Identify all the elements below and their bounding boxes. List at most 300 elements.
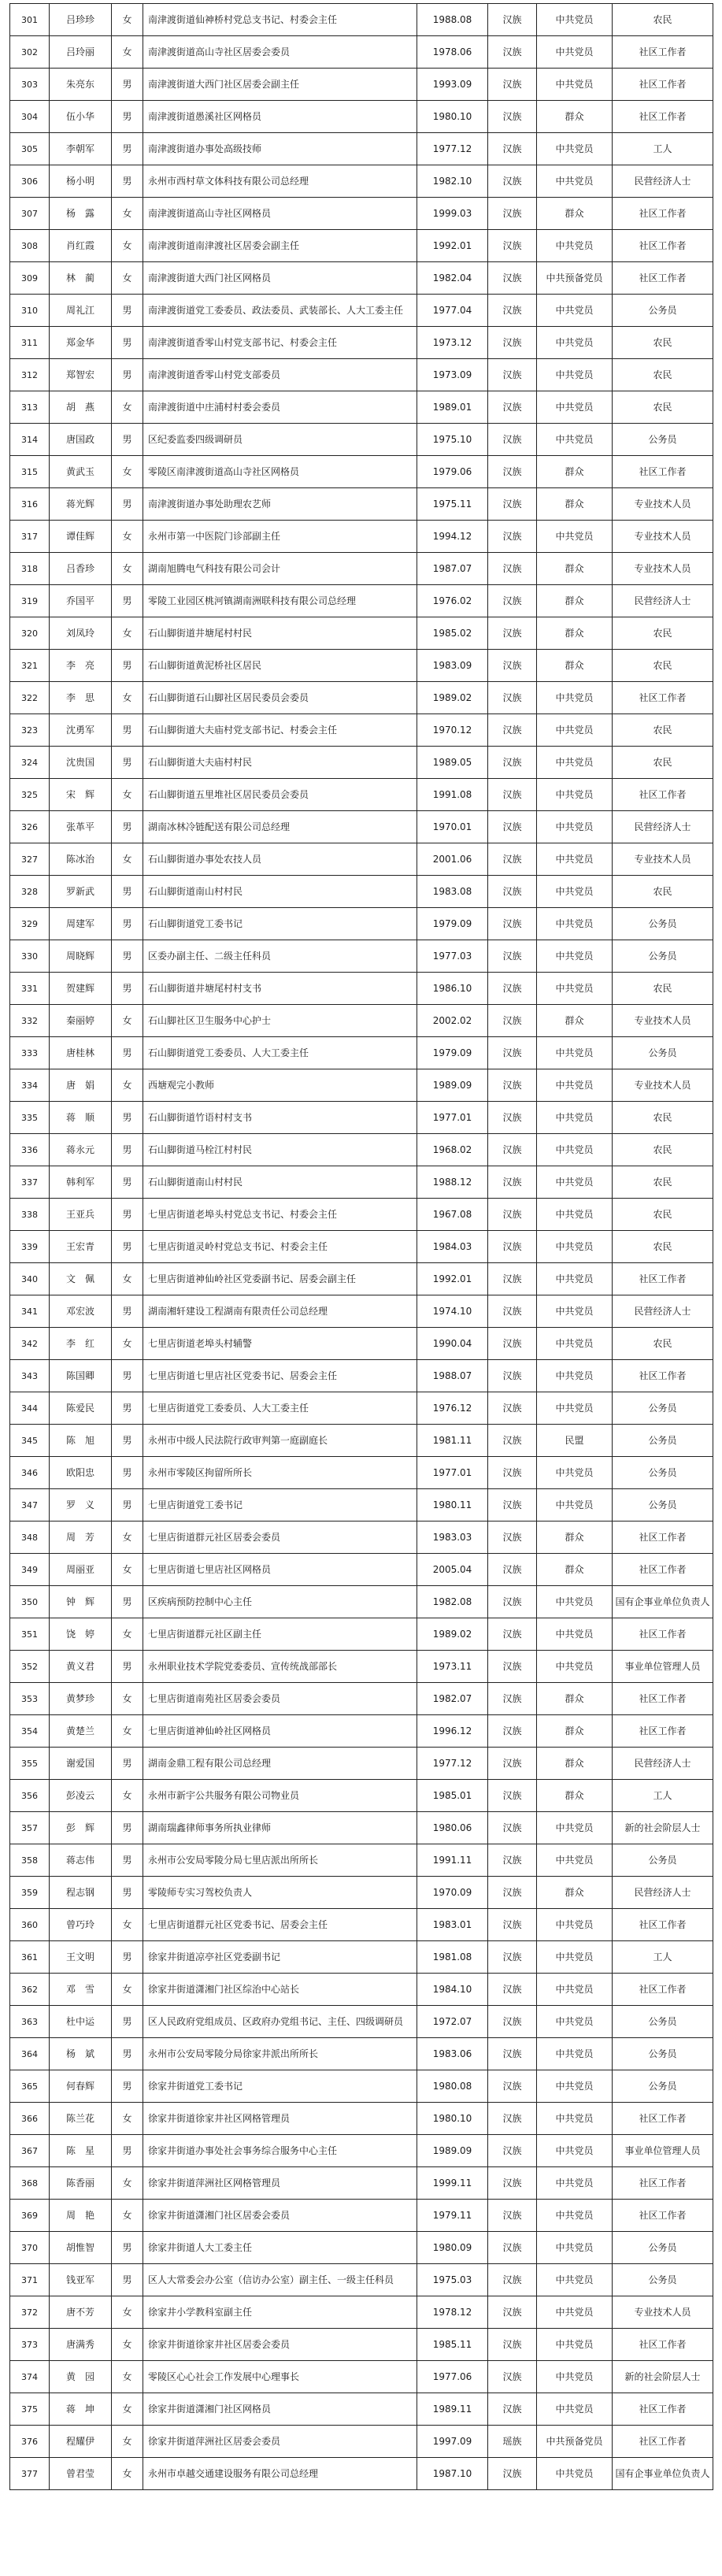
political-affiliation: 中共党员	[537, 2329, 613, 2361]
birth-date: 1989.09	[417, 2135, 488, 2167]
gender: 女	[112, 2296, 143, 2329]
political-affiliation: 中共党员	[537, 1586, 613, 1618]
person-name: 郑智宏	[50, 359, 112, 391]
ethnicity: 汉族	[488, 714, 537, 747]
birth-date: 1975.03	[417, 2264, 488, 2296]
person-name: 伍小华	[50, 101, 112, 133]
person-name: 李 亮	[50, 650, 112, 682]
gender: 男	[112, 1877, 143, 1909]
work-unit-and-position: 徐家井小学教科室副主任	[143, 2296, 417, 2329]
work-unit-and-position: 七里店街道党工委书记	[143, 1489, 417, 1522]
table-row	[10, 4, 713, 36]
birth-date: 1970.12	[417, 714, 488, 747]
category: 农民	[613, 4, 713, 36]
candidate-table	[9, 3, 713, 2490]
category: 公务员	[613, 908, 713, 940]
political-affiliation: 中共党员	[537, 2006, 613, 2038]
gender: 男	[112, 1037, 143, 1069]
birth-date: 1970.09	[417, 1877, 488, 1909]
work-unit-and-position: 石山脚街道办事处农技人员	[143, 843, 417, 876]
gender: 男	[112, 940, 143, 973]
birth-date: 1973.12	[417, 327, 488, 359]
birth-date: 1980.09	[417, 2232, 488, 2264]
category: 社区工作者	[613, 1909, 713, 1941]
row-number: 303	[10, 69, 50, 101]
person-name: 钟 辉	[50, 1586, 112, 1618]
gender: 男	[112, 1844, 143, 1877]
work-unit-and-position: 徐家井街道徐家井社区网格管理员	[143, 2103, 417, 2135]
person-name: 陈 旭	[50, 1425, 112, 1457]
gender: 女	[112, 1909, 143, 1941]
birth-date: 1972.07	[417, 2006, 488, 2038]
category: 公务员	[613, 295, 713, 327]
political-affiliation: 中共党员	[537, 1651, 613, 1683]
category: 工人	[613, 133, 713, 165]
row-number: 361	[10, 1941, 50, 1974]
political-affiliation: 中共党员	[537, 1166, 613, 1199]
birth-date: 2001.06	[417, 843, 488, 876]
row-number: 304	[10, 101, 50, 133]
table-row	[10, 650, 713, 682]
table-row	[10, 456, 713, 488]
category: 社区工作者	[613, 779, 713, 811]
person-name: 谢爱国	[50, 1748, 112, 1780]
birth-date: 1985.11	[417, 2329, 488, 2361]
table-row	[10, 262, 713, 295]
row-number: 328	[10, 876, 50, 908]
gender: 女	[112, 1974, 143, 2006]
row-number: 362	[10, 1974, 50, 2006]
category: 社区工作者	[613, 1683, 713, 1715]
ethnicity: 汉族	[488, 1715, 537, 1748]
table-row	[10, 682, 713, 714]
gender: 男	[112, 488, 143, 521]
table-row	[10, 1844, 713, 1877]
political-affiliation: 中共党员	[537, 1360, 613, 1392]
ethnicity: 汉族	[488, 456, 537, 488]
row-number: 306	[10, 165, 50, 198]
ethnicity: 汉族	[488, 2264, 537, 2296]
table-row	[10, 327, 713, 359]
ethnicity: 汉族	[488, 1134, 537, 1166]
ethnicity: 汉族	[488, 779, 537, 811]
gender: 女	[112, 1554, 143, 1586]
gender: 女	[112, 198, 143, 230]
work-unit-and-position: 石山脚社区卫生服务中心护士	[143, 1005, 417, 1037]
gender: 男	[112, 424, 143, 456]
birth-date: 1986.10	[417, 973, 488, 1005]
political-affiliation: 中共党员	[537, 1263, 613, 1295]
person-name: 饶 婷	[50, 1618, 112, 1651]
table-row	[10, 1618, 713, 1651]
political-affiliation: 民盟	[537, 1425, 613, 1457]
table-row	[10, 2232, 713, 2264]
table-row	[10, 2103, 713, 2135]
person-name: 林 蔺	[50, 262, 112, 295]
person-name: 黄楚兰	[50, 1715, 112, 1748]
row-number: 302	[10, 36, 50, 69]
row-number: 331	[10, 973, 50, 1005]
ethnicity: 汉族	[488, 1037, 537, 1069]
gender: 男	[112, 1360, 143, 1392]
table-row	[10, 230, 713, 262]
political-affiliation: 中共党员	[537, 1941, 613, 1974]
category: 农民	[613, 1231, 713, 1263]
political-affiliation: 中共党员	[537, 908, 613, 940]
category: 公务员	[613, 2006, 713, 2038]
ethnicity: 汉族	[488, 488, 537, 521]
table-row	[10, 747, 713, 779]
gender: 男	[112, 69, 143, 101]
row-number: 311	[10, 327, 50, 359]
person-name: 陈兰花	[50, 2103, 112, 2135]
political-affiliation: 中共党员	[537, 1489, 613, 1522]
row-number: 348	[10, 1522, 50, 1554]
ethnicity: 汉族	[488, 940, 537, 973]
row-number: 335	[10, 1102, 50, 1134]
row-number: 322	[10, 682, 50, 714]
row-number: 315	[10, 456, 50, 488]
person-name: 周建军	[50, 908, 112, 940]
ethnicity: 汉族	[488, 1748, 537, 1780]
ethnicity: 瑶族	[488, 2426, 537, 2458]
work-unit-and-position: 南津渡街道高山寺社区居委会委员	[143, 36, 417, 69]
gender: 男	[112, 133, 143, 165]
political-affiliation: 中共党员	[537, 876, 613, 908]
row-number: 337	[10, 1166, 50, 1199]
person-name: 曾君莹	[50, 2458, 112, 2490]
row-number: 365	[10, 2070, 50, 2103]
row-number: 332	[10, 1005, 50, 1037]
person-name: 李 思	[50, 682, 112, 714]
gender: 男	[112, 2264, 143, 2296]
ethnicity: 汉族	[488, 1199, 537, 1231]
political-affiliation: 群众	[537, 1780, 613, 1812]
gender: 女	[112, 843, 143, 876]
ethnicity: 汉族	[488, 1425, 537, 1457]
ethnicity: 汉族	[488, 843, 537, 876]
birth-date: 1989.05	[417, 747, 488, 779]
birth-date: 1993.09	[417, 69, 488, 101]
row-number: 325	[10, 779, 50, 811]
gender: 男	[112, 650, 143, 682]
category: 社区工作者	[613, 2200, 713, 2232]
person-name: 唐 娟	[50, 1069, 112, 1102]
political-affiliation: 中共党员	[537, 4, 613, 36]
work-unit-and-position: 零陵工业园区桃河镇湖南洲联科技有限公司总经理	[143, 585, 417, 617]
row-number: 318	[10, 553, 50, 585]
birth-date: 1977.12	[417, 1748, 488, 1780]
political-affiliation: 中共党员	[537, 811, 613, 843]
ethnicity: 汉族	[488, 69, 537, 101]
table-row	[10, 1263, 713, 1295]
person-name: 邓 雪	[50, 1974, 112, 2006]
table-row	[10, 2200, 713, 2232]
category: 社区工作者	[613, 1554, 713, 1586]
political-affiliation: 中共党员	[537, 1069, 613, 1102]
ethnicity: 汉族	[488, 2232, 537, 2264]
gender: 女	[112, 521, 143, 553]
category: 农民	[613, 1102, 713, 1134]
row-number: 350	[10, 1586, 50, 1618]
gender: 男	[112, 1425, 143, 1457]
political-affiliation: 中共党员	[537, 1037, 613, 1069]
person-name: 陈冰治	[50, 843, 112, 876]
gender: 男	[112, 2135, 143, 2167]
birth-date: 1973.11	[417, 1651, 488, 1683]
political-affiliation: 群众	[537, 617, 613, 650]
birth-date: 1977.03	[417, 940, 488, 973]
political-affiliation: 中共党员	[537, 1199, 613, 1231]
ethnicity: 汉族	[488, 1651, 537, 1683]
table-row	[10, 165, 713, 198]
table-row	[10, 1328, 713, 1360]
political-affiliation: 中共党员	[537, 2393, 613, 2426]
work-unit-and-position: 石山脚街道石山脚社区居民委员会委员	[143, 682, 417, 714]
row-number: 316	[10, 488, 50, 521]
gender: 女	[112, 1715, 143, 1748]
political-affiliation: 中共党员	[537, 2296, 613, 2329]
person-name: 欧阳忠	[50, 1457, 112, 1489]
birth-date: 1979.09	[417, 1037, 488, 1069]
gender: 女	[112, 682, 143, 714]
birth-date: 2005.04	[417, 1554, 488, 1586]
political-affiliation: 中共党员	[537, 1618, 613, 1651]
political-affiliation: 中共党员	[537, 230, 613, 262]
work-unit-and-position: 七里店街道群元社区副主任	[143, 1618, 417, 1651]
row-number: 346	[10, 1457, 50, 1489]
table-row	[10, 69, 713, 101]
category: 社区工作者	[613, 69, 713, 101]
birth-date: 1981.08	[417, 1941, 488, 1974]
ethnicity: 汉族	[488, 295, 537, 327]
person-name: 吕珍珍	[50, 4, 112, 36]
birth-date: 1989.09	[417, 1069, 488, 1102]
category: 社区工作者	[613, 2103, 713, 2135]
political-affiliation: 中共党员	[537, 2232, 613, 2264]
person-name: 罗新武	[50, 876, 112, 908]
ethnicity: 汉族	[488, 1489, 537, 1522]
category: 公务员	[613, 2070, 713, 2103]
gender: 女	[112, 1069, 143, 1102]
person-name: 黄武玉	[50, 456, 112, 488]
row-number: 327	[10, 843, 50, 876]
work-unit-and-position: 七里店街道老埠头村辅警	[143, 1328, 417, 1360]
political-affiliation: 群众	[537, 488, 613, 521]
row-number: 358	[10, 1844, 50, 1877]
work-unit-and-position: 石山脚街道南山村村民	[143, 1166, 417, 1199]
ethnicity: 汉族	[488, 2329, 537, 2361]
birth-date: 1967.08	[417, 1199, 488, 1231]
work-unit-and-position: 石山脚街道黄泥桥社区居民	[143, 650, 417, 682]
person-name: 周礼江	[50, 295, 112, 327]
category: 民营经济人士	[613, 1877, 713, 1909]
person-name: 吕玲丽	[50, 36, 112, 69]
row-number: 308	[10, 230, 50, 262]
person-name: 秦丽婷	[50, 1005, 112, 1037]
birth-date: 1978.06	[417, 36, 488, 69]
ethnicity: 汉族	[488, 2458, 537, 2490]
person-name: 蒋光辉	[50, 488, 112, 521]
table-row	[10, 488, 713, 521]
political-affiliation: 中共预备党员	[537, 2426, 613, 2458]
political-affiliation: 群众	[537, 1683, 613, 1715]
table-row	[10, 101, 713, 133]
person-name: 唐不芳	[50, 2296, 112, 2329]
gender: 女	[112, 262, 143, 295]
table-row	[10, 424, 713, 456]
ethnicity: 汉族	[488, 1166, 537, 1199]
table-row	[10, 1812, 713, 1844]
birth-date: 1980.06	[417, 1812, 488, 1844]
row-number: 324	[10, 747, 50, 779]
political-affiliation: 中共党员	[537, 2103, 613, 2135]
ethnicity: 汉族	[488, 1360, 537, 1392]
table-row	[10, 1102, 713, 1134]
ethnicity: 汉族	[488, 1005, 537, 1037]
work-unit-and-position: 零陵师专实习驾校负责人	[143, 1877, 417, 1909]
work-unit-and-position: 七里店街道神仙岭社区党委副书记、居委会副主任	[143, 1263, 417, 1295]
work-unit-and-position: 徐家井街道萍洲社区居委会委员	[143, 2426, 417, 2458]
table-row	[10, 876, 713, 908]
political-affiliation: 中共党员	[537, 69, 613, 101]
birth-date: 1976.02	[417, 585, 488, 617]
political-affiliation: 中共党员	[537, 2264, 613, 2296]
political-affiliation: 中共党员	[537, 1295, 613, 1328]
person-name: 周 艳	[50, 2200, 112, 2232]
work-unit-and-position: 南津渡街道大西门社区网格员	[143, 262, 417, 295]
table-row	[10, 553, 713, 585]
category: 公务员	[613, 2232, 713, 2264]
table-row	[10, 1877, 713, 1909]
birth-date: 1991.11	[417, 1844, 488, 1877]
birth-date: 1991.08	[417, 779, 488, 811]
gender: 男	[112, 1941, 143, 1974]
category: 事业单位管理人员	[613, 2135, 713, 2167]
political-affiliation: 群众	[537, 101, 613, 133]
ethnicity: 汉族	[488, 650, 537, 682]
person-name: 宋 辉	[50, 779, 112, 811]
category: 专业技术人员	[613, 553, 713, 585]
person-name: 李朝军	[50, 133, 112, 165]
ethnicity: 汉族	[488, 133, 537, 165]
birth-date: 1982.07	[417, 1683, 488, 1715]
birth-date: 1983.03	[417, 1522, 488, 1554]
birth-date: 1968.02	[417, 1134, 488, 1166]
work-unit-and-position: 湖南冰林冷链配送有限公司总经理	[143, 811, 417, 843]
table-row	[10, 585, 713, 617]
row-number: 344	[10, 1392, 50, 1425]
ethnicity: 汉族	[488, 1102, 537, 1134]
gender: 女	[112, 2103, 143, 2135]
person-name: 唐国政	[50, 424, 112, 456]
birth-date: 1977.01	[417, 1457, 488, 1489]
gender: 男	[112, 295, 143, 327]
ethnicity: 汉族	[488, 327, 537, 359]
table-row	[10, 2458, 713, 2490]
birth-date: 1975.10	[417, 424, 488, 456]
birth-date: 1983.08	[417, 876, 488, 908]
political-affiliation: 群众	[537, 1522, 613, 1554]
ethnicity: 汉族	[488, 682, 537, 714]
row-number: 313	[10, 391, 50, 424]
work-unit-and-position: 永州市公安局零陵分局七里店派出所所长	[143, 1844, 417, 1877]
category: 专业技术人员	[613, 2296, 713, 2329]
birth-date: 1988.08	[417, 4, 488, 36]
work-unit-and-position: 湖南旭腾电气科技有限公司会计	[143, 553, 417, 585]
table-row	[10, 1489, 713, 1522]
birth-date: 1999.03	[417, 198, 488, 230]
work-unit-and-position: 徐家井街道潇湘门社区综治中心站长	[143, 1974, 417, 2006]
gender: 男	[112, 876, 143, 908]
person-name: 黄 园	[50, 2361, 112, 2393]
category: 农民	[613, 1199, 713, 1231]
gender: 女	[112, 36, 143, 69]
table-row	[10, 2038, 713, 2070]
ethnicity: 汉族	[488, 2006, 537, 2038]
row-number: 359	[10, 1877, 50, 1909]
birth-date: 1976.12	[417, 1392, 488, 1425]
political-affiliation: 中共党员	[537, 714, 613, 747]
table-row	[10, 1457, 713, 1489]
political-affiliation: 中共党员	[537, 165, 613, 198]
person-name: 王亚兵	[50, 1199, 112, 1231]
work-unit-and-position: 湖南湘轩建设工程湖南有限责任公司总经理	[143, 1295, 417, 1328]
category: 社区工作者	[613, 456, 713, 488]
category: 社区工作者	[613, 1618, 713, 1651]
work-unit-and-position: 南津渡街道办事处高级技师	[143, 133, 417, 165]
category: 新的社会阶层人士	[613, 2361, 713, 2393]
row-number: 371	[10, 2264, 50, 2296]
row-number: 310	[10, 295, 50, 327]
table-row	[10, 1586, 713, 1618]
political-affiliation: 中共党员	[537, 843, 613, 876]
person-name: 周晓辉	[50, 940, 112, 973]
table-row	[10, 2426, 713, 2458]
category: 农民	[613, 617, 713, 650]
birth-date: 1979.06	[417, 456, 488, 488]
political-affiliation: 群众	[537, 456, 613, 488]
row-number: 375	[10, 2393, 50, 2426]
birth-date: 1989.02	[417, 1618, 488, 1651]
gender: 女	[112, 2329, 143, 2361]
gender: 男	[112, 327, 143, 359]
work-unit-and-position: 零陵区南津渡街道高山寺社区网格员	[143, 456, 417, 488]
gender: 女	[112, 1618, 143, 1651]
political-affiliation: 中共党员	[537, 2361, 613, 2393]
political-affiliation: 中共党员	[537, 973, 613, 1005]
political-affiliation: 中共党员	[537, 1134, 613, 1166]
gender: 女	[112, 1328, 143, 1360]
political-affiliation: 中共党员	[537, 2070, 613, 2103]
category: 农民	[613, 327, 713, 359]
work-unit-and-position: 徐家井街道徐家井社区居委会委员	[143, 2329, 417, 2361]
birth-date: 1989.01	[417, 391, 488, 424]
category: 社区工作者	[613, 36, 713, 69]
ethnicity: 汉族	[488, 230, 537, 262]
work-unit-and-position: 石山脚街道党工委书记	[143, 908, 417, 940]
political-affiliation: 中共预备党员	[537, 262, 613, 295]
birth-date: 1982.08	[417, 1586, 488, 1618]
row-number: 321	[10, 650, 50, 682]
gender: 男	[112, 1199, 143, 1231]
row-number: 301	[10, 4, 50, 36]
political-affiliation: 中共党员	[537, 424, 613, 456]
ethnicity: 汉族	[488, 1392, 537, 1425]
gender: 男	[112, 585, 143, 617]
row-number: 312	[10, 359, 50, 391]
person-name: 刘凤玲	[50, 617, 112, 650]
